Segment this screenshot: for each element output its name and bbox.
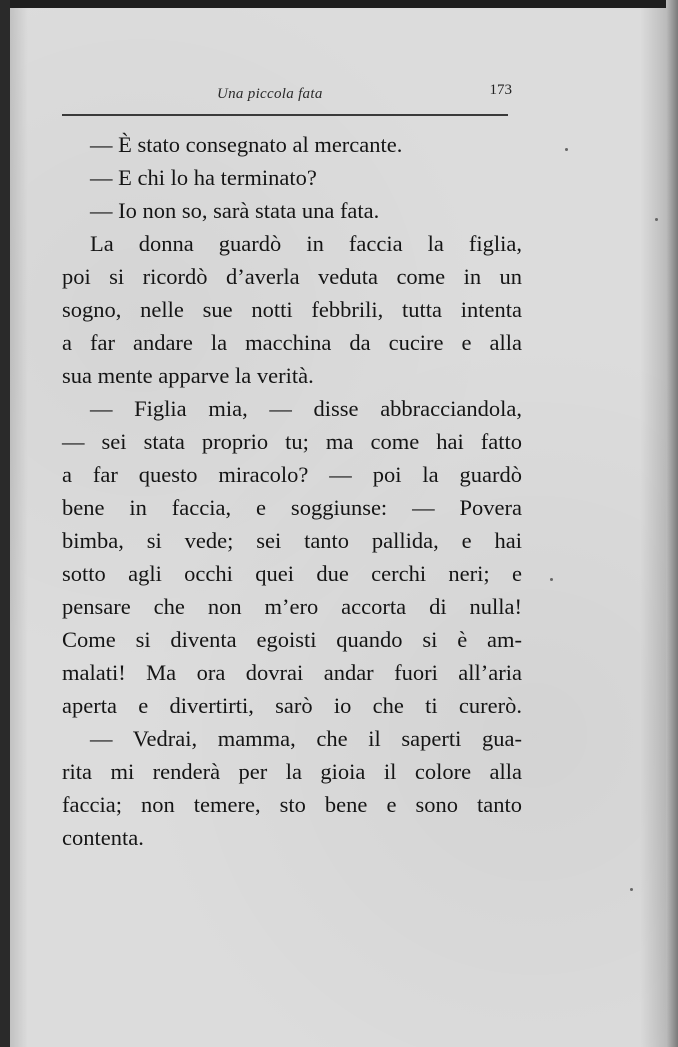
text-line: poi si ricordò d’averla veduta come in un bbox=[62, 264, 522, 289]
text-line: sogno, nelle sue notti febbrili, tutta intenta bbox=[62, 297, 522, 322]
page-number: 173 bbox=[489, 82, 512, 98]
text-line: bene in faccia, e soggiunse: — Povera bbox=[62, 495, 522, 520]
text-line: La donna guardò in faccia la figlia, bbox=[90, 231, 522, 256]
text-line: sua mente apparve la verità. bbox=[62, 363, 314, 388]
text-line: — E chi lo ha terminato? bbox=[90, 165, 317, 190]
text-line: a far andare la macchina da cucire e alla bbox=[62, 330, 522, 355]
body-text bbox=[62, 128, 522, 854]
running-title: Una piccola fata bbox=[217, 86, 323, 102]
text-line: malati! Ma ora dovrai andar fuori all’aria bbox=[62, 660, 522, 685]
text-line: bimba, si vede; sei tanto pallida, e hai bbox=[62, 528, 522, 553]
text-line: — sei stata proprio tu; ma come hai fatto bbox=[62, 429, 522, 454]
text-line: — Vedrai, mamma, che il saperti gua- bbox=[90, 726, 522, 751]
text-line: Come si diventa egoisti quando si è am- bbox=[62, 627, 522, 652]
text-line: aperta e divertirti, sarò io che ti curerò. bbox=[62, 693, 522, 718]
paper-speck bbox=[550, 578, 553, 581]
text-line: — Figlia mia, — disse abbracciandola, bbox=[90, 396, 522, 421]
scan-left-border bbox=[0, 0, 10, 1047]
paper-speck bbox=[630, 888, 633, 891]
text-line: — Io non so, sarà stata una fata. bbox=[90, 198, 380, 223]
text-line: contenta. bbox=[62, 825, 144, 850]
paper-speck bbox=[565, 148, 568, 151]
text-line: pensare che non m’ero accorta di nulla! bbox=[62, 594, 522, 619]
page-right-edge bbox=[666, 0, 678, 1047]
text-line: faccia; non temere, sto bene e sono tanto bbox=[62, 792, 522, 817]
text-line: sotto agli occhi quei due cerchi neri; e bbox=[62, 561, 522, 586]
text-line: — È stato consegnato al mercante. bbox=[90, 132, 403, 157]
header-rule bbox=[62, 114, 508, 116]
paper-speck bbox=[655, 218, 658, 221]
text-line: rita mi renderà per la gioia il colore alla bbox=[62, 759, 522, 784]
page-header bbox=[62, 74, 512, 114]
text-line: a far questo miracolo? — poi la guardò bbox=[62, 462, 522, 487]
